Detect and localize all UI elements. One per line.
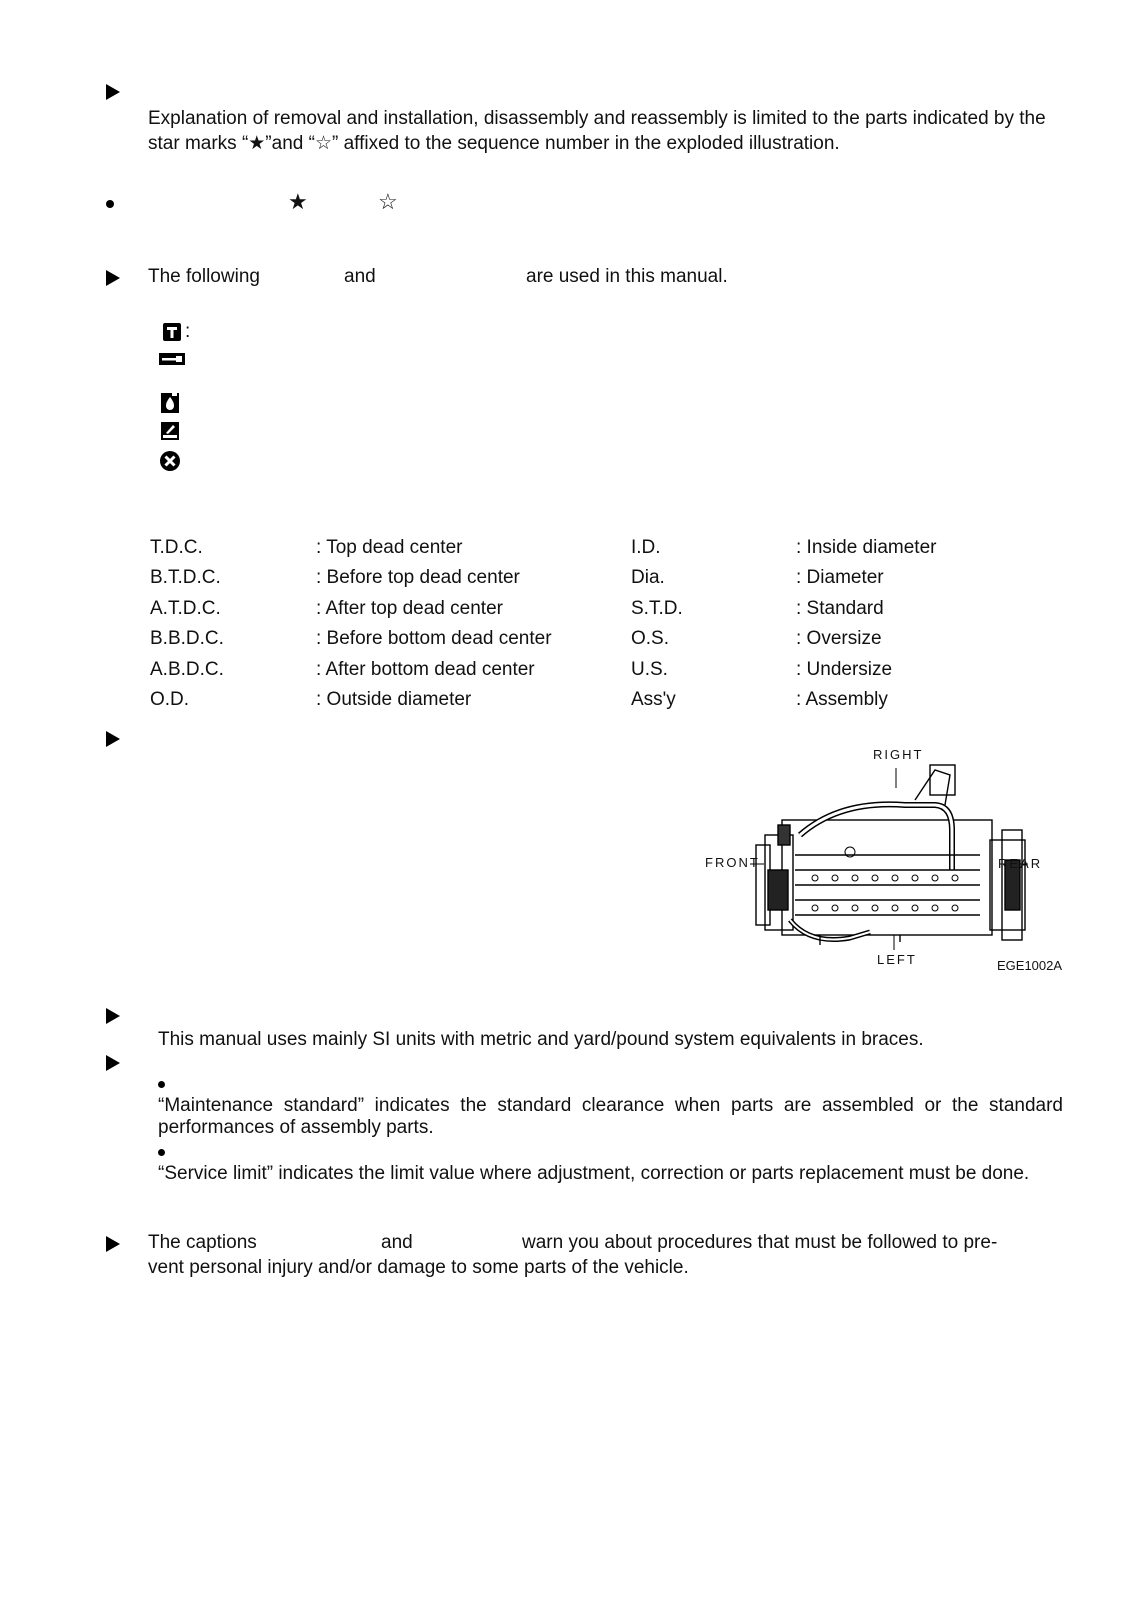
abbr-cell: U.S. — [631, 658, 668, 680]
bullet-dot-2 — [158, 1081, 165, 1088]
abbr-cell: I.D. — [631, 537, 661, 558]
abbr-cell: Dia. — [631, 567, 665, 589]
abbr-cell: B.B.D.C. — [150, 628, 224, 650]
bullet-arrow-5 — [106, 1055, 120, 1071]
table-row — [150, 689, 950, 719]
bullet-dot-3 — [158, 1149, 165, 1156]
bullet-arrow-6 — [106, 1236, 120, 1252]
table-row — [150, 628, 950, 658]
replace-part-icon — [159, 450, 181, 472]
star-marks-explanation: Explanation of removal and installation, disassembly and reassembly is limited to the parts indicated by the star marks “★”and “☆” affixed to the sequence number in the exploded illustration. — [148, 108, 1046, 154]
table-row — [150, 659, 950, 689]
captions-suffix: warn you about procedures that must be followed to pre- — [522, 1232, 998, 1253]
abbr-cell: Ass'y — [631, 688, 676, 710]
meaning-cell: : Before top dead center — [316, 567, 520, 589]
abbr-cell: O.D. — [150, 688, 190, 710]
table-row — [150, 567, 950, 597]
meaning-cell: : Top dead center — [316, 537, 463, 558]
abbr-cell: A.T.D.C. — [150, 597, 221, 619]
meaning-cell: : Before bottom dead center — [316, 628, 552, 650]
label-left: LEFT — [877, 952, 917, 967]
following-and: and — [344, 266, 376, 287]
meaning-cell: : Inside diameter — [796, 537, 937, 558]
outline-star-icon: ☆ — [378, 189, 398, 214]
engine-orientation-figure — [705, 747, 1070, 1000]
meaning-cell: : Standard — [796, 597, 884, 619]
abbr-cell: A.B.D.C. — [150, 658, 224, 680]
special-tool-icon — [158, 352, 186, 366]
label-rear: REAR — [998, 856, 1043, 871]
abbr-cell: T.D.C. — [150, 537, 203, 558]
maintenance-standard-text: “Maintenance standard” indicates the standard clearance when parts are assembled or the standard performances of assembly parts. — [158, 1095, 1063, 1138]
bullet-arrow-2 — [106, 270, 120, 286]
torque-icon-colon: : — [185, 321, 191, 342]
label-front: FRONT — [705, 855, 760, 870]
meaning-cell: : After bottom dead center — [316, 658, 535, 680]
meaning-cell: : Diameter — [796, 567, 884, 589]
bullet-arrow-4 — [106, 1008, 120, 1024]
table-row — [150, 598, 950, 628]
meaning-cell: : Outside diameter — [316, 688, 472, 710]
captions-prefix: The captions — [148, 1232, 257, 1253]
abbr-cell: B.T.D.C. — [150, 567, 221, 589]
adjust-icon — [160, 421, 180, 441]
following-prefix: The following — [148, 266, 260, 287]
units-text: This manual uses mainly SI units with metric and yard/pound system equivalents in braces. — [158, 1029, 924, 1050]
table-row — [150, 537, 950, 567]
tightening-torque-icon — [162, 322, 182, 342]
meaning-cell: : Assembly — [796, 688, 888, 710]
captions-and: and — [381, 1232, 413, 1253]
filled-star-icon: ★ — [288, 189, 308, 214]
figure-code: EGE1002A — [997, 958, 1063, 973]
bullet-arrow-3 — [106, 731, 120, 747]
service-limit-text: “Service limit” indicates the limit value where adjustment, correction or parts replacement must be done. — [158, 1163, 1030, 1184]
captions-line2: vent personal injury and/or damage to some parts of the vehicle. — [148, 1257, 689, 1278]
bullet-dot-1 — [106, 200, 114, 208]
meaning-cell: : Oversize — [796, 628, 882, 650]
meaning-cell: : After top dead center — [316, 597, 503, 619]
lubricant-icon — [160, 392, 180, 414]
meaning-cell: : Undersize — [796, 658, 893, 680]
abbr-cell: O.S. — [631, 628, 670, 650]
abbr-cell: S.T.D. — [631, 597, 683, 619]
following-suffix: are used in this manual. — [526, 266, 728, 287]
bullet-arrow-1 — [106, 84, 120, 100]
abbreviation-table — [150, 537, 950, 719]
label-right: RIGHT — [873, 747, 924, 762]
